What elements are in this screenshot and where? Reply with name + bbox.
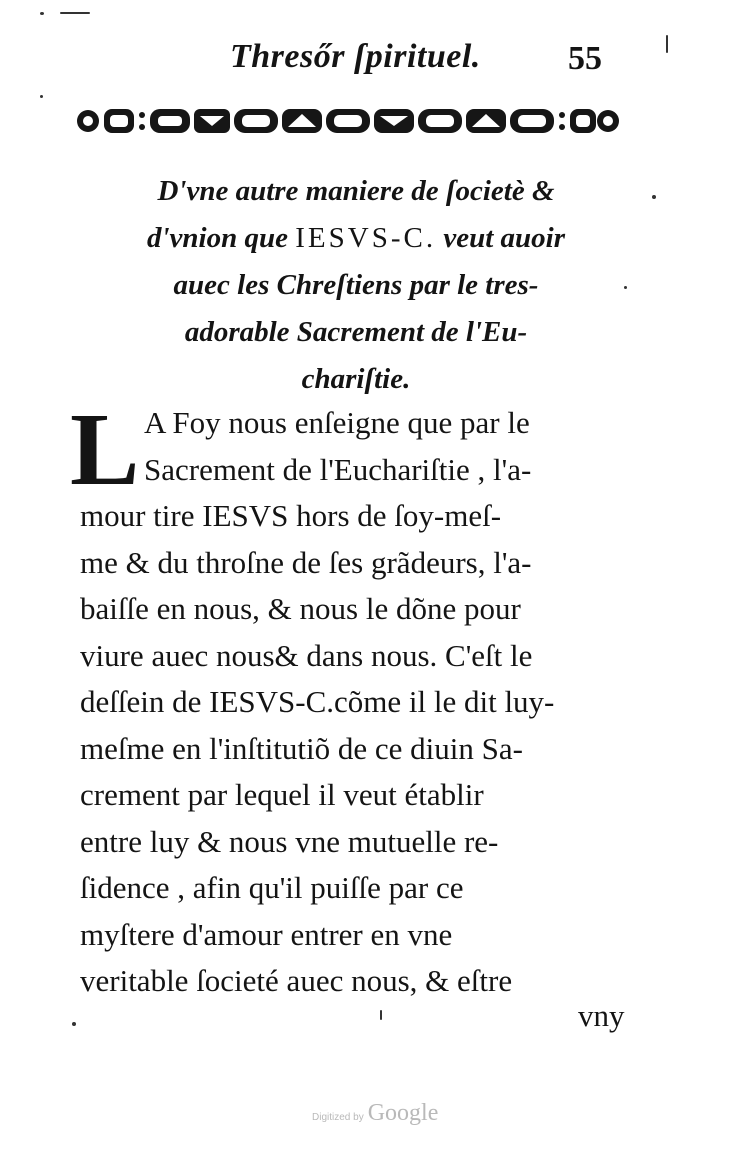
ink-speck [624, 286, 627, 289]
catchword: vny [578, 998, 625, 1033]
drop-cap: L [70, 392, 140, 507]
heading-line-3: auec les Chreſtiens par le tres- [173, 269, 539, 301]
ink-speck [60, 12, 90, 14]
body-line: veritable ſocieté auec nous, & eſtre [80, 963, 513, 998]
google-logo: Google [367, 1100, 439, 1126]
heading-line-2-end: veut auoir [436, 222, 565, 254]
chapter-heading [66, 168, 646, 403]
body-line: mour tire IESVS hors de ſoy-meſ- [80, 498, 502, 533]
body-line: meſme en l'inſtitutiõ de ce diuin Sa- [80, 730, 523, 766]
ink-speck [380, 1010, 382, 1020]
ink-speck [72, 1022, 76, 1026]
body-line: myſtere d'amour entrer en vne [80, 916, 453, 952]
body-line: viure auec nous& dans nous. C'eſt le [80, 637, 533, 673]
page-number: 55 [568, 40, 602, 77]
body-line: deſſein de IESVS-C.cõme il le dit luy- [80, 684, 555, 719]
heading-line-2 [66, 215, 646, 262]
body-line: A Foy nous enſeigne que par le [144, 405, 530, 440]
body-line: crement par lequel il veut établir [80, 777, 484, 812]
body-paragraph [80, 400, 640, 1005]
decorative-band-icon [76, 104, 620, 138]
heading-line-4: adorable Sacrement de l'Eu- [184, 316, 528, 348]
digitized-label: Digitized by [312, 1112, 364, 1123]
heading-line-5: chariſtie. [301, 363, 411, 395]
body-line: ſidence , afin qu'il puiſſe par ce [80, 870, 464, 905]
digitization-watermark [312, 1100, 438, 1127]
heading-line-2-start: d'vnion que [147, 222, 296, 254]
running-title: Thresőr ſpirituel. [230, 38, 481, 75]
body-line: Sacrement de l'Euchariſtie , l'a- [144, 451, 532, 487]
body-line: baiſſe en nous, & nous le dõne pour [80, 591, 521, 626]
ink-speck [666, 35, 668, 53]
heading-line-1: D'vne autre maniere de ſocietè & [157, 175, 555, 207]
body-line: entre luy & nous vne mutuelle re- [80, 823, 499, 859]
heading-name-smallcaps: IESVS-C. [295, 222, 437, 254]
ink-speck [652, 195, 656, 199]
ink-speck [40, 95, 43, 98]
body-line: me & du throſne de ſes grãdeurs, l'a- [80, 544, 532, 580]
ink-speck [40, 12, 44, 15]
